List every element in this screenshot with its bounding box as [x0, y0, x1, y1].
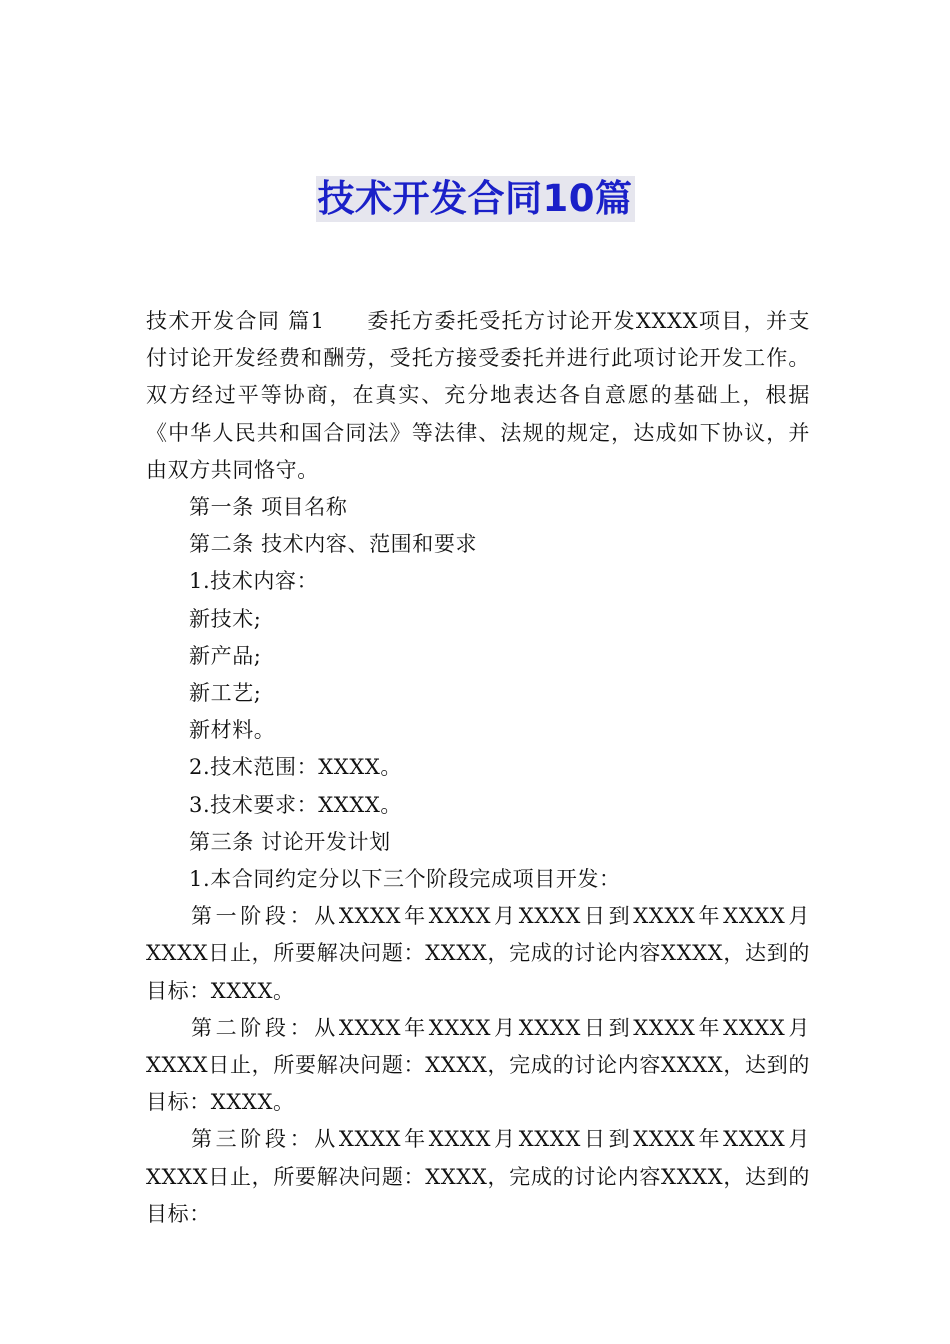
- article-1-heading: 第一条 项目名称: [189, 495, 348, 520]
- list-item-new-material: 新材料。: [189, 718, 276, 743]
- phase-1-paragraph: 第一阶段：从XXXX年XXXX月XXXX日到XXXX年XXXX月XXXX日止，所要解决问题：XXXX，完成的讨论内容XXXX，达到的目标：XXXX。: [146, 904, 810, 1003]
- document-body: [146, 303, 810, 1233]
- list-item-new-product: 新产品;: [189, 643, 262, 668]
- plan-intro: 1.本合同约定分以下三个阶段完成项目开发：: [189, 867, 621, 892]
- list-item-new-process: 新工艺;: [189, 681, 262, 706]
- intro-paragraph: [146, 303, 810, 489]
- phase-2-paragraph: 第二阶段：从XXXX年XXXX月XXXX日到XXXX年XXXX月XXXX日止，所要解决问题：XXXX，完成的讨论内容XXXX，达到的目标：XXXX。: [146, 1015, 810, 1115]
- article-3-heading: 第三条 讨论开发计划: [189, 829, 391, 854]
- tech-scope: 2.技术范围：XXXX。: [189, 755, 403, 780]
- tech-requirements: 3.技术要求：XXXX。: [189, 792, 403, 817]
- tech-content-label: 1.技术内容：: [189, 569, 319, 594]
- intro-text: 委托方委托受托方讨论开发XXXX项目，并支付讨论开发经费和酬劳，受托方接受委托并进行此项讨论开发工作。双方经过平等协商，在真实、充分地表达各自意愿的基础上，根据《中华人民共和国合同法》等法律、法规的规定，达成如下协议，并由双方共同恪守。: [146, 309, 810, 482]
- list-item-new-tech: 新技术;: [189, 606, 262, 631]
- document-title: 技术开发合同10篇: [317, 177, 633, 220]
- title-container: [0, 176, 950, 222]
- phase-3-paragraph: 第三阶段：从XXXX年XXXX月XXXX日到XXXX年XXXX月XXXX日止，所要解决问题：XXXX，完成的讨论内容XXXX，达到的目标：: [146, 1127, 810, 1226]
- intro-heading: 技术开发合同 篇1: [146, 309, 325, 333]
- article-2-heading: 第二条 技术内容、范围和要求: [189, 532, 478, 557]
